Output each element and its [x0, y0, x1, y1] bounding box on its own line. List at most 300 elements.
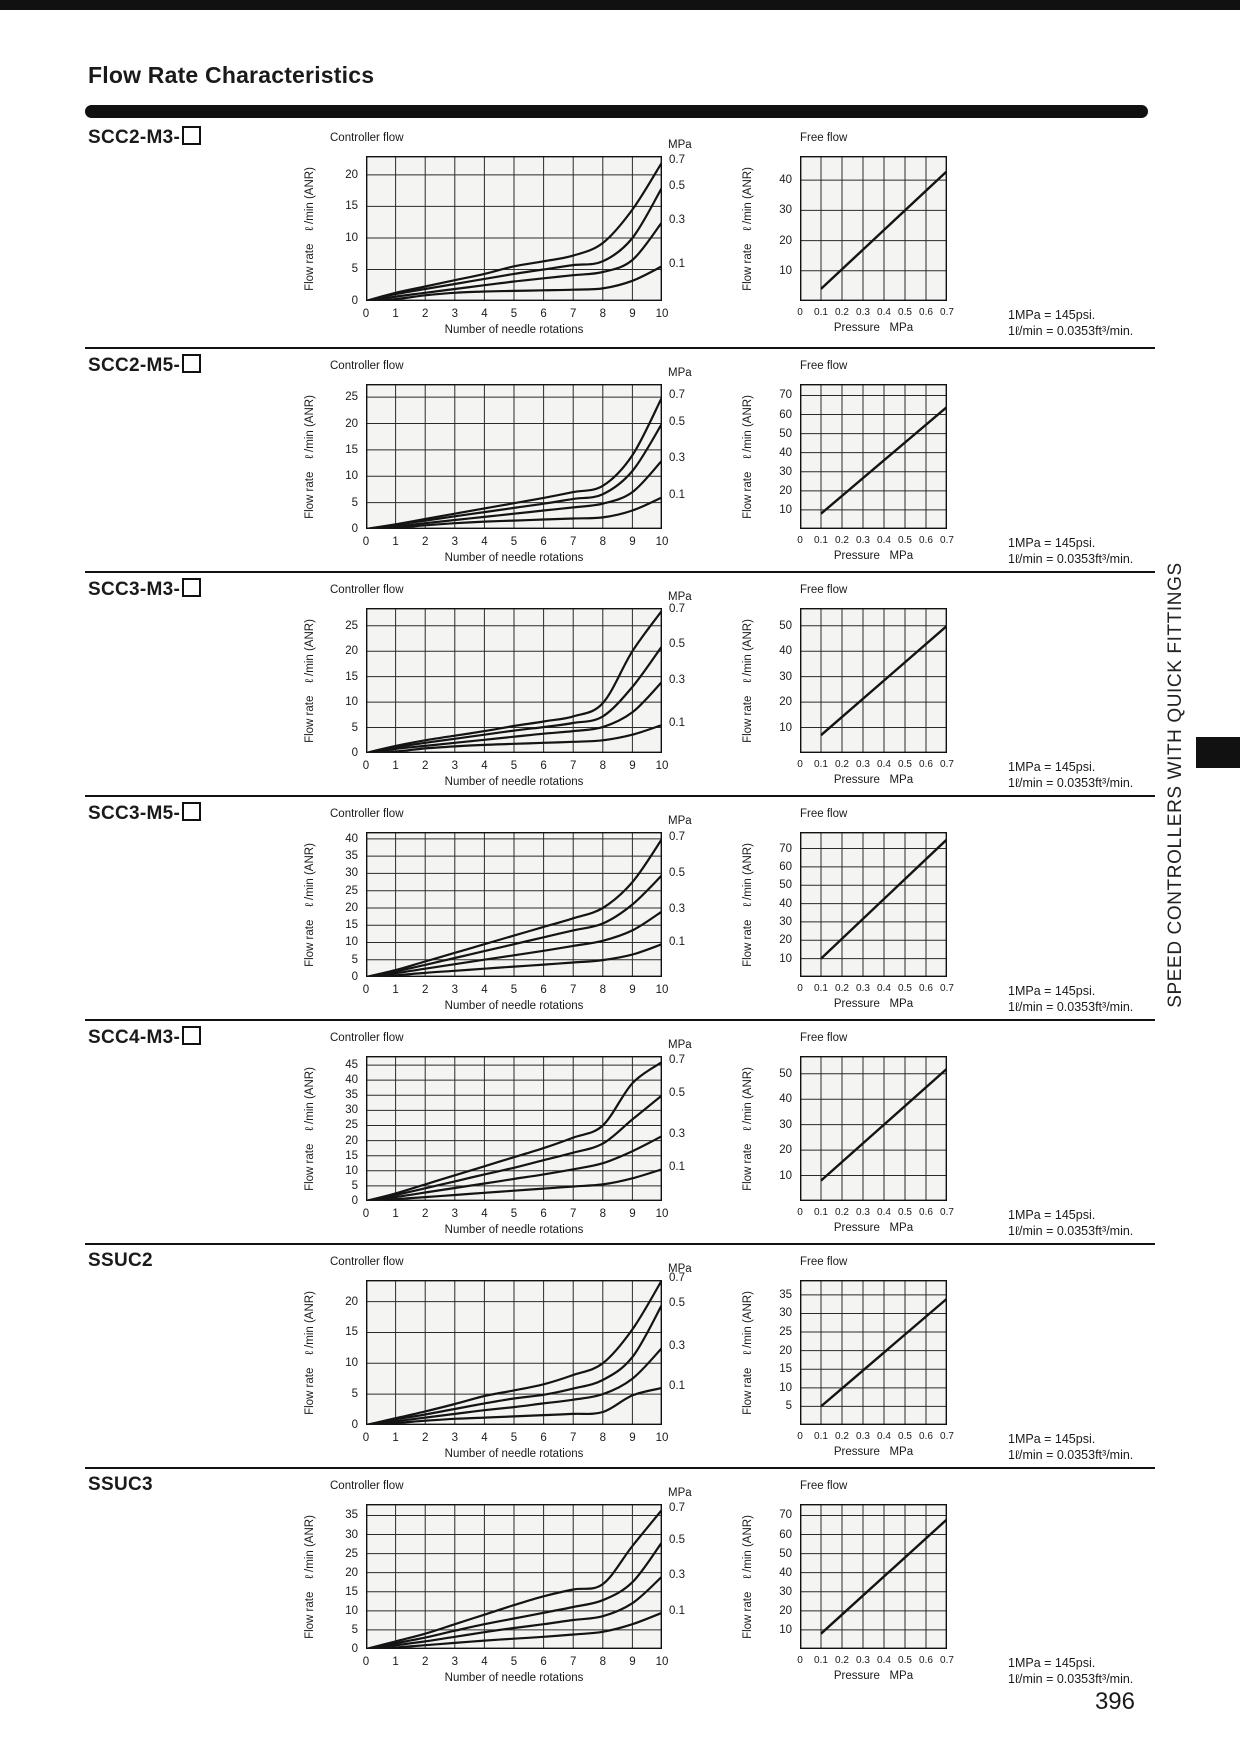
controller-x-tick-label: 4 — [481, 1656, 488, 1668]
mpa-legend-label: MPa — [668, 815, 692, 827]
controller-y-tick-label: 10 — [345, 1357, 358, 1370]
free-x-tick-label: 0.7 — [940, 1207, 954, 1218]
curve-label: 0.5 — [669, 1296, 685, 1309]
model-label-text: SCC3-M3- — [88, 579, 181, 600]
controller-x-tick-label: 7 — [569, 308, 577, 320]
conversion-note-line: 1ℓ/min = 0.0353ft³/min. — [1008, 324, 1134, 338]
controller-x-tick-label: 0 — [362, 536, 370, 548]
controller-x-tick-label: 9 — [629, 1656, 636, 1668]
section-scc2m3 — [0, 120, 1240, 354]
free-x-tick-label: 0.2 — [835, 1655, 849, 1666]
controller-y-tick-label: 5 — [351, 496, 358, 509]
controller-x-tick-label: 8 — [599, 1208, 606, 1220]
free-y-tick-label: 30 — [779, 465, 792, 478]
free-x-tick-label: 0.5 — [898, 983, 912, 994]
controller-y-tick-label: 10 — [345, 231, 358, 244]
controller-x-tick-label: 6 — [540, 1432, 547, 1444]
free-x-tick-label: 0 — [797, 1655, 803, 1666]
conversion-note-line: 1MPa = 145psi. — [1008, 536, 1096, 550]
controller-x-axis-caption: Number of needle rotations — [444, 1672, 584, 1684]
controller-x-tick-label: 9 — [629, 308, 636, 320]
model-label — [88, 1026, 201, 1049]
free-x-tick-label: 0.5 — [898, 1431, 912, 1442]
free-y-tick-label: 40 — [779, 1566, 792, 1579]
section-ssuc3 — [0, 1468, 1240, 1702]
side-index-tab — [1196, 737, 1240, 768]
controller-y-tick-label: 45 — [345, 1059, 358, 1072]
controller-y-axis-label: Flow rate ℓ /min (ANR) — [304, 618, 316, 743]
free-flow-title: Free flow — [800, 132, 848, 144]
free-x-tick-label: 0.4 — [877, 535, 891, 546]
controller-y-tick-label: 5 — [351, 1623, 358, 1636]
controller-x-tick-label: 8 — [599, 536, 606, 548]
free-y-tick-label: 10 — [779, 1623, 792, 1636]
controller-y-tick-label: 20 — [345, 645, 358, 658]
free-x-tick-label: 0.2 — [835, 307, 849, 318]
controller-y-tick-label: 15 — [345, 200, 358, 213]
controller-y-tick-label: 15 — [345, 1585, 358, 1598]
free-x-tick-label: 0.1 — [814, 983, 828, 994]
controller-y-tick-label: 20 — [345, 1134, 358, 1147]
controller-flow-chart-svg — [366, 156, 662, 301]
controller-x-tick-label: 2 — [421, 308, 429, 320]
controller-y-axis-label: Flow rate ℓ /min (ANR) — [304, 1290, 316, 1415]
free-x-tick-label: 0.4 — [877, 983, 891, 994]
section-separator — [85, 1019, 1155, 1021]
free-y-tick-label: 70 — [779, 842, 792, 855]
free-y-tick-label: 40 — [779, 645, 792, 658]
controller-x-tick-label: 0 — [362, 1208, 370, 1220]
free-x-tick-label: 0.7 — [940, 535, 954, 546]
free-y-tick-label: 10 — [779, 1169, 792, 1182]
free-flow-chart — [800, 832, 947, 977]
top-edge-bar — [0, 0, 1240, 10]
conversion-note-line: 1MPa = 145psi. — [1008, 308, 1096, 322]
free-flow-chart — [800, 1280, 947, 1425]
controller-y-tick-label: 25 — [345, 1547, 358, 1560]
conversion-note-line: 1ℓ/min = 0.0353ft³/min. — [1008, 1672, 1134, 1686]
free-x-tick-label: 0.3 — [856, 983, 870, 994]
controller-flow-chart-svg — [366, 1056, 662, 1201]
free-x-axis-caption: Pressure MPa — [833, 1222, 914, 1234]
controller-x-tick-label: 0 — [362, 984, 370, 996]
controller-x-tick-label: 8 — [599, 760, 606, 772]
free-x-tick-label: 0.3 — [856, 1207, 870, 1218]
controller-x-tick-label: 5 — [510, 1432, 518, 1444]
controller-y-tick-label: 30 — [345, 1528, 358, 1541]
section-separator — [85, 795, 1155, 797]
controller-x-tick-label: 6 — [540, 1208, 547, 1220]
controller-y-tick-label: 10 — [345, 1164, 358, 1177]
controller-x-tick-label: 1 — [392, 984, 399, 996]
model-label-text: SSUC3 — [88, 1474, 153, 1495]
free-x-tick-label: 0.1 — [814, 1655, 828, 1666]
controller-x-axis-caption: Number of needle rotations — [444, 1448, 584, 1460]
controller-x-tick-label: 5 — [510, 536, 518, 548]
free-x-axis-caption: Pressure MPa — [833, 1670, 914, 1682]
controller-flow-chart-svg — [366, 1504, 662, 1649]
controller-x-tick-label: 9 — [629, 1208, 636, 1220]
model-label-text: SCC4-M3- — [88, 1027, 181, 1048]
controller-y-tick-label: 0 — [351, 1643, 358, 1655]
controller-y-tick-label: 15 — [345, 670, 358, 683]
controller-flow-title: Controller flow — [330, 1032, 404, 1044]
free-y-axis-label: Flow rate ℓ /min (ANR) — [742, 1066, 754, 1191]
free-x-tick-label: 0.7 — [940, 983, 954, 994]
free-x-tick-label: 0.2 — [835, 759, 849, 770]
controller-x-tick-label: 8 — [599, 1432, 606, 1444]
controller-x-tick-label: 10 — [655, 1656, 669, 1668]
controller-x-tick-label: 0 — [362, 1656, 370, 1668]
free-y-axis-label: Flow rate ℓ /min (ANR) — [742, 394, 754, 519]
controller-y-tick-label: 25 — [345, 391, 358, 404]
controller-x-tick-label: 10 — [655, 1208, 669, 1220]
controller-y-tick-label: 5 — [351, 1179, 358, 1192]
controller-x-tick-label: 5 — [510, 984, 518, 996]
controller-flow-chart — [366, 832, 662, 977]
free-x-tick-label: 0.3 — [856, 759, 870, 770]
controller-x-tick-label: 10 — [655, 536, 669, 548]
free-x-tick-label: 0.5 — [898, 1655, 912, 1666]
free-x-tick-label: 0 — [797, 983, 803, 994]
model-label-text: SSUC2 — [88, 1250, 153, 1271]
model-option-box — [182, 802, 201, 821]
free-y-axis-label: Flow rate ℓ /min (ANR) — [742, 1290, 754, 1415]
controller-y-tick-label: 10 — [345, 696, 358, 709]
section-separator — [85, 571, 1155, 573]
controller-flow-chart-svg — [366, 1280, 662, 1425]
free-y-tick-label: 50 — [779, 1067, 792, 1080]
free-y-tick-label: 5 — [785, 1400, 792, 1413]
curve-label: 0.1 — [669, 1379, 685, 1392]
controller-y-tick-label: 15 — [345, 919, 358, 932]
conversion-note-line: 1ℓ/min = 0.0353ft³/min. — [1008, 1000, 1134, 1014]
free-flow-chart — [800, 156, 947, 301]
free-y-tick-label: 50 — [779, 427, 792, 440]
curve-label: 0.1 — [669, 489, 685, 502]
curve-label: 0.5 — [669, 179, 685, 192]
free-y-tick-label: 40 — [779, 174, 792, 187]
free-x-tick-label: 0.2 — [835, 983, 849, 994]
model-label — [88, 802, 201, 825]
controller-y-axis-label: Flow rate ℓ /min (ANR) — [304, 1066, 316, 1191]
controller-x-tick-label: 4 — [481, 1432, 488, 1444]
controller-x-tick-label: 5 — [510, 1656, 518, 1668]
controller-x-tick-label: 1 — [392, 1432, 399, 1444]
free-y-tick-label: 60 — [779, 860, 792, 873]
controller-y-tick-label: 10 — [345, 1604, 358, 1617]
model-label — [88, 126, 201, 149]
controller-x-tick-label: 3 — [451, 760, 458, 772]
conversion-note-line: 1ℓ/min = 0.0353ft³/min. — [1008, 1224, 1134, 1238]
model-label-text: SCC2-M5- — [88, 355, 181, 376]
free-y-tick-label: 20 — [779, 934, 792, 947]
free-x-tick-label: 0.7 — [940, 1431, 954, 1442]
controller-x-tick-label: 4 — [481, 760, 488, 772]
free-x-axis-caption: Pressure MPa — [833, 550, 914, 562]
free-flow-chart — [800, 1504, 947, 1649]
controller-x-tick-label: 8 — [599, 984, 606, 996]
conversion-note-line: 1MPa = 145psi. — [1008, 984, 1096, 998]
conversion-note-line: 1MPa = 145psi. — [1008, 1432, 1096, 1446]
free-x-tick-label: 0.2 — [835, 1431, 849, 1442]
controller-x-axis-caption: Number of needle rotations — [444, 1000, 584, 1012]
curve-label: 0.7 — [669, 389, 685, 402]
controller-x-tick-label: 9 — [629, 1432, 636, 1444]
controller-x-tick-label: 3 — [451, 984, 458, 996]
free-x-tick-label: 0.2 — [835, 1207, 849, 1218]
free-flow-chart-svg — [800, 608, 947, 753]
curve-label: 0.3 — [669, 452, 685, 465]
free-x-tick-label: 0.5 — [898, 1207, 912, 1218]
controller-y-tick-label: 5 — [351, 1388, 358, 1401]
controller-y-axis-label: Flow rate ℓ /min (ANR) — [304, 1514, 316, 1639]
curve-label: 0.3 — [669, 673, 685, 686]
free-flow-chart — [800, 608, 947, 753]
controller-x-tick-label: 7 — [569, 760, 577, 772]
model-label-text: SCC2-M3- — [88, 127, 181, 148]
curve-label: 0.7 — [669, 1272, 685, 1284]
controller-x-tick-label: 0 — [362, 308, 370, 320]
free-x-tick-label: 0.5 — [898, 307, 912, 318]
controller-x-tick-label: 1 — [392, 308, 399, 320]
mpa-legend-label: MPa — [668, 139, 692, 151]
controller-x-tick-label: 3 — [451, 308, 458, 320]
free-flow-chart — [800, 1056, 947, 1201]
controller-y-tick-label: 10 — [345, 470, 358, 483]
conversion-note-line: 1MPa = 145psi. — [1008, 760, 1096, 774]
controller-x-tick-label: 6 — [540, 760, 547, 772]
controller-x-tick-label: 1 — [392, 536, 399, 548]
free-x-tick-label: 0.6 — [919, 1431, 933, 1442]
free-y-tick-label: 60 — [779, 1528, 792, 1541]
free-y-tick-label: 35 — [779, 1288, 792, 1301]
controller-flow-chart-svg — [366, 832, 662, 977]
controller-x-tick-label: 4 — [481, 536, 488, 548]
free-x-tick-label: 0.3 — [856, 1655, 870, 1666]
free-x-tick-label: 0.7 — [940, 307, 954, 318]
free-y-tick-label: 10 — [779, 721, 792, 734]
controller-y-tick-label: 30 — [345, 867, 358, 880]
free-x-tick-label: 0.4 — [877, 307, 891, 318]
curve-label: 0.3 — [669, 1339, 685, 1352]
curve-label: 0.5 — [669, 867, 685, 880]
controller-flow-chart — [366, 156, 662, 301]
mpa-legend-label: MPa — [668, 591, 692, 603]
free-x-tick-label: 0.2 — [835, 535, 849, 546]
controller-y-axis-label: Flow rate ℓ /min (ANR) — [304, 166, 316, 291]
free-flow-chart — [800, 384, 947, 529]
free-y-tick-label: 30 — [779, 204, 792, 217]
free-x-tick-label: 0 — [797, 759, 803, 770]
curve-label: 0.3 — [669, 1568, 685, 1581]
free-flow-chart-svg — [800, 1504, 947, 1649]
controller-flow-title: Controller flow — [330, 1256, 404, 1268]
free-x-tick-label: 0.1 — [814, 535, 828, 546]
controller-y-tick-label: 35 — [345, 1089, 358, 1102]
free-y-tick-label: 15 — [779, 1363, 792, 1376]
section-separator — [85, 1467, 1155, 1469]
free-x-tick-label: 0.6 — [919, 759, 933, 770]
free-x-tick-label: 0.3 — [856, 1431, 870, 1442]
section-separator — [85, 347, 1155, 349]
controller-y-tick-label: 0 — [351, 295, 358, 307]
model-option-box — [182, 126, 201, 145]
free-y-tick-label: 10 — [779, 503, 792, 516]
free-y-axis-label: Flow rate ℓ /min (ANR) — [742, 842, 754, 967]
controller-x-axis-caption: Number of needle rotations — [444, 552, 584, 564]
free-flow-title: Free flow — [800, 584, 848, 596]
controller-y-tick-label: 0 — [351, 971, 358, 983]
title-underline-bar — [85, 105, 1148, 118]
controller-flow-title: Controller flow — [330, 1480, 404, 1492]
free-y-tick-label: 40 — [779, 446, 792, 459]
free-x-tick-label: 0 — [797, 1207, 803, 1218]
free-flow-chart-svg — [800, 384, 947, 529]
free-y-tick-label: 20 — [779, 696, 792, 709]
section-scc3m5 — [0, 796, 1240, 1030]
controller-y-tick-label: 5 — [351, 263, 358, 276]
controller-x-tick-label: 10 — [655, 984, 669, 996]
controller-x-tick-label: 6 — [540, 984, 547, 996]
controller-x-tick-label: 8 — [599, 308, 606, 320]
free-y-tick-label: 60 — [779, 408, 792, 421]
free-x-tick-label: 0.3 — [856, 307, 870, 318]
controller-y-tick-label: 20 — [345, 417, 358, 430]
curve-label: 0.7 — [669, 602, 685, 615]
controller-x-tick-label: 2 — [421, 1432, 429, 1444]
section-scc4m3 — [0, 1020, 1240, 1254]
curve-label: 0.1 — [669, 717, 685, 730]
free-y-tick-label: 10 — [779, 952, 792, 965]
curve-label: 0.7 — [669, 154, 685, 167]
free-flow-chart-svg — [800, 1056, 947, 1201]
free-flow-chart-svg — [800, 156, 947, 301]
free-y-tick-label: 30 — [779, 1118, 792, 1131]
free-y-tick-label: 20 — [779, 1604, 792, 1617]
model-option-box — [182, 578, 201, 597]
conversion-note-line: 1ℓ/min = 0.0353ft³/min. — [1008, 1448, 1134, 1462]
controller-x-tick-label: 5 — [510, 760, 518, 772]
controller-y-tick-label: 35 — [345, 850, 358, 863]
controller-x-tick-label: 1 — [392, 760, 399, 772]
free-x-tick-label: 0.1 — [814, 759, 828, 770]
curve-label: 0.3 — [669, 903, 685, 916]
free-x-tick-label: 0 — [797, 1431, 803, 1442]
controller-y-axis-label: Flow rate ℓ /min (ANR) — [304, 842, 316, 967]
free-y-tick-label: 30 — [779, 670, 792, 683]
controller-x-tick-label: 4 — [481, 1208, 488, 1220]
free-y-axis-label: Flow rate ℓ /min (ANR) — [742, 166, 754, 291]
controller-y-tick-label: 5 — [351, 953, 358, 966]
controller-y-tick-label: 25 — [345, 884, 358, 897]
free-y-tick-label: 30 — [779, 1585, 792, 1598]
free-y-tick-label: 40 — [779, 1093, 792, 1106]
controller-x-tick-label: 0 — [362, 1432, 370, 1444]
free-x-axis-caption: Pressure MPa — [833, 998, 914, 1010]
free-x-tick-label: 0.5 — [898, 759, 912, 770]
free-flow-chart-svg — [800, 1280, 947, 1425]
mpa-legend-label: MPa — [668, 1039, 692, 1051]
free-flow-title: Free flow — [800, 360, 848, 372]
controller-y-axis-label: Flow rate ℓ /min (ANR) — [304, 394, 316, 519]
free-x-axis-caption: Pressure MPa — [833, 322, 914, 334]
controller-y-tick-label: 0 — [351, 1195, 358, 1207]
controller-flow-chart — [366, 384, 662, 529]
controller-flow-chart — [366, 1280, 662, 1425]
free-y-axis-label: Flow rate ℓ /min (ANR) — [742, 1514, 754, 1639]
controller-flow-title: Controller flow — [330, 360, 404, 372]
free-x-tick-label: 0.1 — [814, 307, 828, 318]
controller-x-tick-label: 1 — [392, 1208, 399, 1220]
free-flow-title: Free flow — [800, 808, 848, 820]
curve-label: 0.1 — [669, 1161, 685, 1174]
controller-y-tick-label: 0 — [351, 523, 358, 535]
free-y-tick-label: 20 — [779, 484, 792, 497]
controller-x-tick-label: 5 — [510, 1208, 518, 1220]
controller-y-tick-label: 20 — [345, 901, 358, 914]
curve-label: 0.7 — [669, 1054, 685, 1067]
free-x-tick-label: 0.1 — [814, 1431, 828, 1442]
controller-flow-chart-svg — [366, 608, 662, 753]
controller-x-tick-label: 3 — [451, 1208, 458, 1220]
controller-y-tick-label: 40 — [345, 832, 358, 845]
conversion-note-line: 1ℓ/min = 0.0353ft³/min. — [1008, 776, 1134, 790]
mpa-legend-label: MPa — [668, 367, 692, 379]
controller-flow-chart — [366, 1504, 662, 1649]
sidebar-vertical-text: SPEED CONTROLLERS WITH QUICK FITTINGS — [1165, 562, 1186, 1008]
page-number: 396 — [1094, 1688, 1135, 1715]
controller-flow-title: Controller flow — [330, 808, 404, 820]
controller-x-tick-label: 7 — [569, 536, 577, 548]
curve-label: 0.1 — [669, 258, 685, 271]
free-x-tick-label: 0.4 — [877, 1655, 891, 1666]
section-ssuc2 — [0, 1244, 1240, 1478]
free-y-tick-label: 50 — [779, 1547, 792, 1560]
free-y-tick-label: 40 — [779, 897, 792, 910]
controller-x-tick-label: 3 — [451, 536, 458, 548]
controller-x-tick-label: 2 — [421, 1656, 429, 1668]
controller-x-tick-label: 6 — [540, 1656, 547, 1668]
controller-y-tick-label: 20 — [345, 1295, 358, 1308]
section-scc2m5 — [0, 348, 1240, 582]
controller-x-tick-label: 2 — [421, 1208, 429, 1220]
controller-y-tick-label: 20 — [345, 168, 358, 181]
controller-x-tick-label: 0 — [362, 760, 370, 772]
free-x-tick-label: 0.4 — [877, 1207, 891, 1218]
conversion-note-line: 1MPa = 145psi. — [1008, 1656, 1096, 1670]
controller-x-tick-label: 6 — [540, 536, 547, 548]
free-y-tick-label: 30 — [779, 915, 792, 928]
controller-y-tick-label: 5 — [351, 721, 358, 734]
curve-label: 0.5 — [669, 638, 685, 651]
model-label — [88, 1474, 153, 1496]
free-y-tick-label: 50 — [779, 619, 792, 632]
controller-flow-chart — [366, 608, 662, 753]
model-option-box — [182, 354, 201, 373]
controller-x-tick-label: 2 — [421, 536, 429, 548]
model-label — [88, 578, 201, 601]
controller-flow-title: Controller flow — [330, 132, 404, 144]
free-y-tick-label: 70 — [779, 1509, 792, 1522]
page-title: Flow Rate Characteristics — [88, 62, 375, 88]
free-x-tick-label: 0.6 — [919, 1207, 933, 1218]
free-flow-title: Free flow — [800, 1480, 848, 1492]
controller-x-tick-label: 3 — [451, 1656, 458, 1668]
free-y-tick-label: 20 — [779, 1344, 792, 1357]
curve-label: 0.7 — [669, 1501, 685, 1514]
controller-flow-chart-svg — [366, 384, 662, 529]
